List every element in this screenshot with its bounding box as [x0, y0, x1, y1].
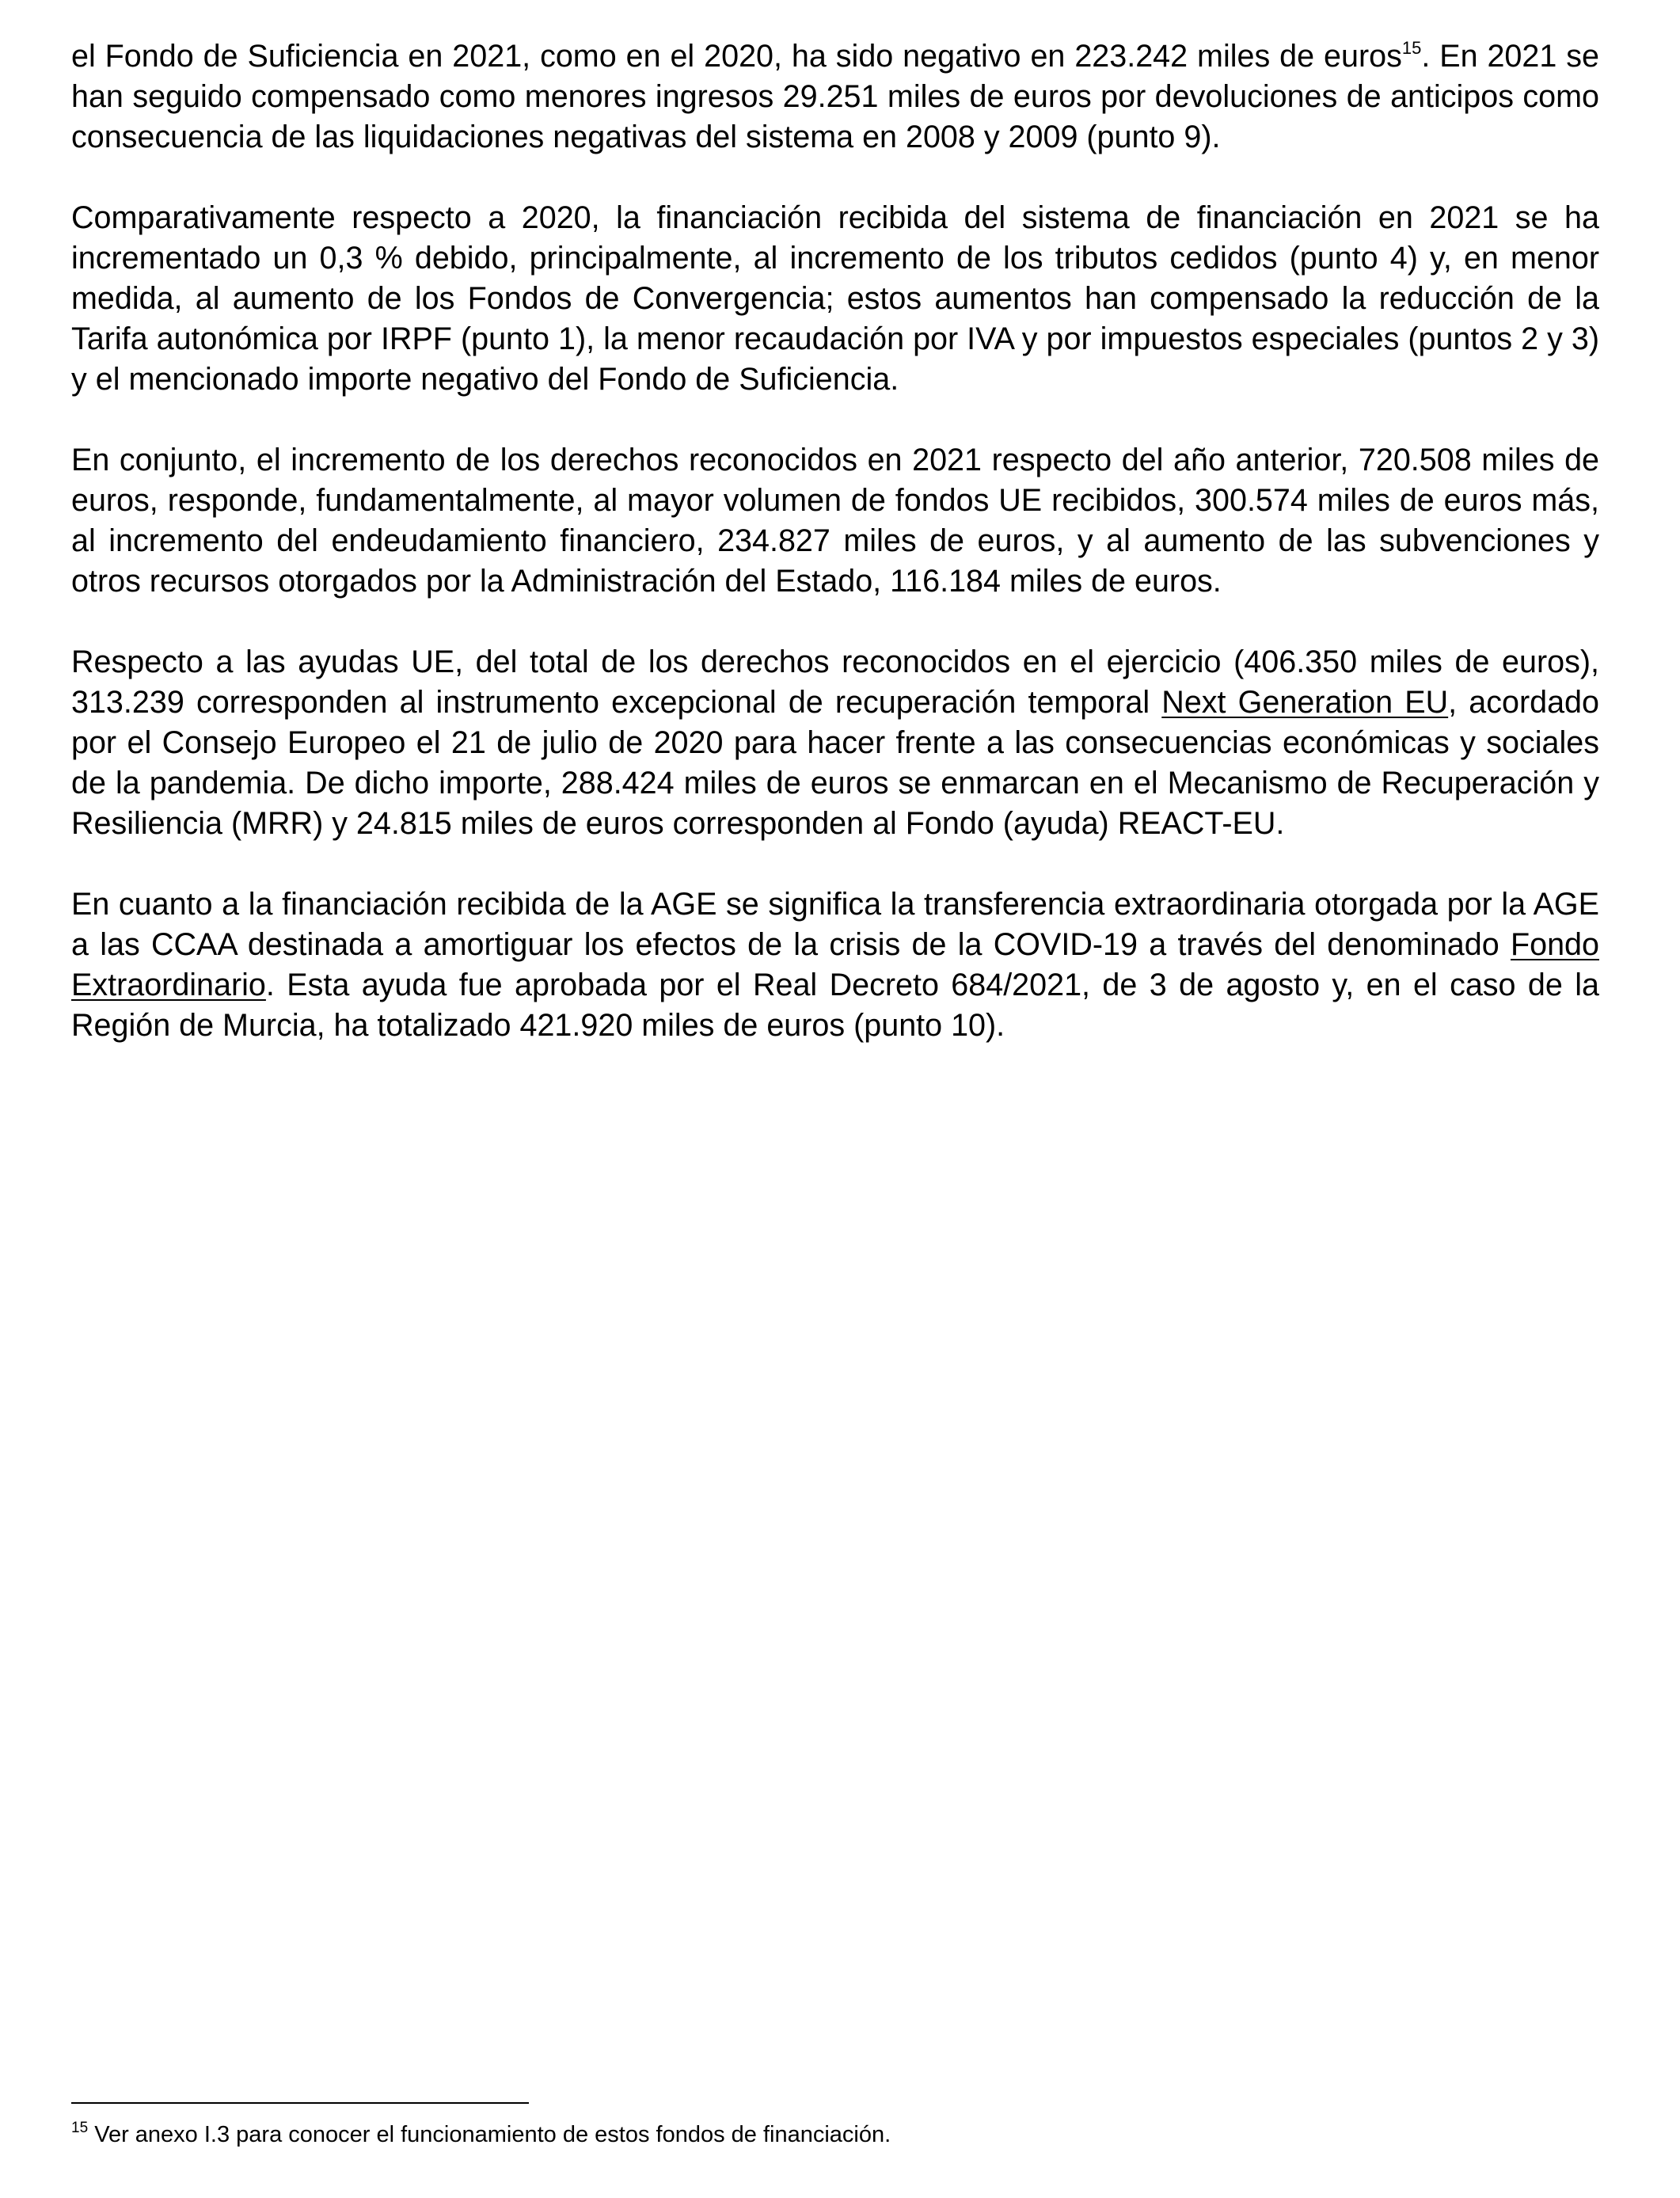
paragraph-incremento-derechos: En conjunto, el incremento de los derechos reconocidos en 2021 respecto del año anterior, 720.508 miles de euros, responde, fundamentalmente, al mayor volumen de fondos UE recibidos, 300.574 miles de euros más, al incremento del endeudamiento financiero, 234.827 miles de euros, y al aumento de las subvenciones y otros recursos otorgados por la Administración del Estado, 116.184 miles de euros.: [71, 443, 1599, 599]
paragraph-text: , acordado por el Consejo Europeo el 21 de julio de 2020 para hacer frente a las consecuencias económicas y sociales de la pandemia. De dicho importe, 288.424 miles de euros se enmarcan en el Mecanismo de Recuperación y Resiliencia (MRR) y 24.815 miles de euros corresponden al Fondo (ayuda) REACT-EU.: [71, 685, 1599, 841]
footnote-separator: [71, 2102, 529, 2104]
paragraph-fondo-suficiencia: [71, 36, 1599, 158]
paragraph-financiacion-age: [71, 884, 1599, 1046]
footnote-number: 15: [71, 2120, 89, 2136]
footnote: [71, 2120, 1599, 2149]
fondo-extraordinario-link[interactable]: Fondo Extraordinario: [71, 927, 1599, 1002]
paragraph-comparativa-2020: Comparativamente respecto a 2020, la financiación recibida del sistema de financiación en 2021 se ha incrementado un 0,3 % debido, principalmente, al incremento de los tributos cedidos (punto 4) y, en menor medida, al aumento de los Fondos de Convergencia; estos aumentos han compensado la reducción de la Tarifa autonómica por IRPF (punto 1), la menor recaudación por IVA y por impuestos especiales (puntos 2 y 3) y el mencionado importe negativo del Fondo de Suficiencia.: [71, 200, 1599, 397]
paragraph-ayudas-ue: [71, 642, 1599, 844]
footnote-reference[interactable]: 15: [1401, 38, 1422, 58]
footnote-text: Ver anexo I.3 para conocer el funcionamiento de estos fondos de financiación.: [88, 2122, 891, 2147]
next-generation-eu-link[interactable]: Next Generation EU: [1161, 685, 1449, 720]
paragraph-text: . En 2021 se han seguido compensado como menores ingresos 29.251 miles de euros por devoluciones de anticipos como consecuencia de las liquidaciones negativas del sistema en 2008 y 2009 (punto 9).: [71, 39, 1599, 154]
paragraph-text: el Fondo de Suficiencia en 2021, como en el 2020, ha sido negativo en 223.242 miles de euros: [71, 39, 1402, 74]
document-body: [71, 36, 1599, 1086]
paragraph-text: Respecto a las ayudas UE, del total de los derechos reconocidos en el ejercicio (406.350 miles de euros), 313.239 corresponden al instrumento excepcional de recuperación temporal: [71, 645, 1599, 720]
paragraph-text: . Esta ayuda fue aprobada por el Real Decreto 684/2021, de 3 de agosto y, en el caso de la Región de Murcia, ha totalizado 421.920 miles de euros (punto 10).: [71, 968, 1599, 1043]
paragraph-text: En cuanto a la financiación recibida de la AGE se significa la transferencia extraordinaria otorgada por la AGE a las CCAA destinada a amortiguar los efectos de la crisis de la COVID-19 a través del denominado: [71, 887, 1599, 962]
